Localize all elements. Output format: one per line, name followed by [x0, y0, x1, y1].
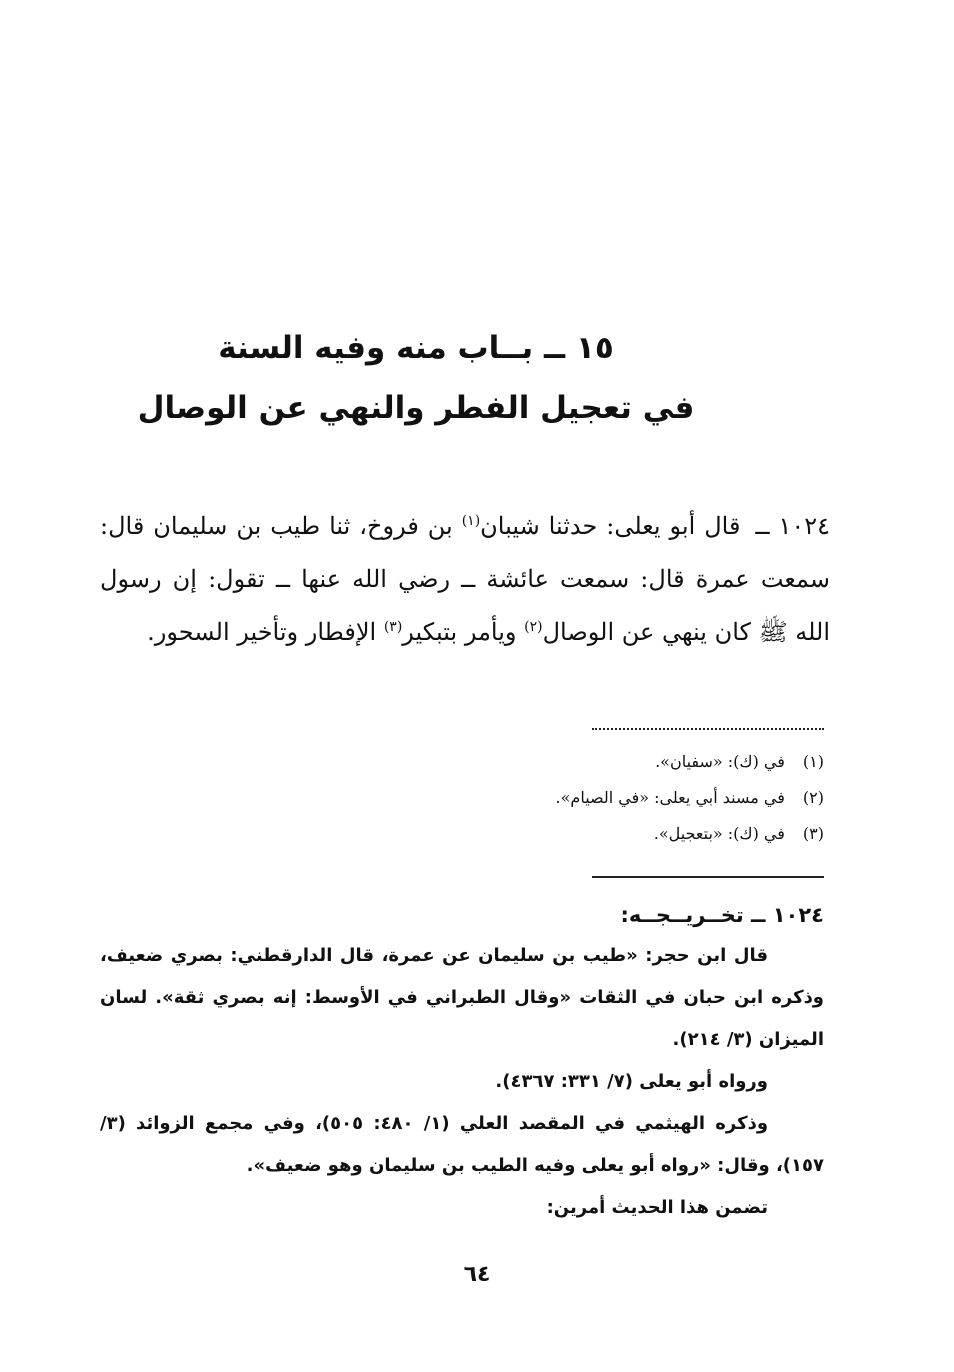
footnote-ref-3: (٣): [383, 619, 403, 635]
footnote-number: (٣): [802, 824, 824, 843]
footnote-number: (٢): [802, 788, 824, 807]
footnote-item: [324, 780, 824, 816]
chapter-title-line-1: ١٥ ــ بــاب منه وفيه السنة: [218, 330, 614, 366]
hadith-text-part-3: ويأمر بتبكير: [402, 618, 525, 646]
hadith-text-part-1: قال أبو يعلى: حدثنا شيبان: [480, 512, 741, 540]
footnote-item: [324, 744, 824, 780]
footnote-number: (١): [802, 752, 824, 771]
takhrij-separator: [592, 876, 824, 878]
takhrij-paragraph-3: وذكره الهيثمي في المقصد العلي (١/ ٤٨٠: ٥٠٥)، وفي مجمع الزوائد (٣/ ١٥٧)، وقال: «رواه أبو يعلى وفيه الطيب بن سليمان وهو ضعيف».: [100, 1113, 824, 1176]
hadith-number: ١٠٢٤ ــ: [755, 512, 830, 540]
footnote-ref-1: (١): [461, 513, 481, 529]
takhrij-section: [100, 895, 824, 1229]
chapter-title: [100, 318, 732, 438]
page-number: ٦٤: [463, 1262, 491, 1287]
takhrij-paragraph-2: ورواه أبو يعلى (٧/ ٣٣١: ٤٣٦٧).: [495, 1071, 768, 1092]
footnote-ref-2: (٢): [524, 619, 543, 635]
hadith-text: [100, 500, 830, 659]
takhrij-paragraph-4: تضمن هذا الحديث أمرين:: [546, 1197, 768, 1218]
takhrij-paragraph-1: قال ابن حجر: «طيب بن سليمان عن عمرة، قال الدارقطني: بصري ضعيف، وذكره ابن حبان في الثقات «وقال الطبراني في الأوسط: إنه بصري ثقة». لسان الميزان (٣/ ٢١٤).: [100, 945, 824, 1050]
footnotes: [324, 744, 824, 852]
footnote-text: في (ك): «سفيان».: [655, 752, 785, 771]
hadith-text-part-4: الإفطار وتأخير السحور.: [147, 618, 384, 646]
footnote-text: في مسند أبي يعلى: «في الصيام».: [555, 788, 785, 807]
chapter-title-line-2: في تعجيل الفطر والنهي عن الوصال: [137, 390, 695, 426]
hadith-text-part-2: بن فروخ، ثنا طيب بن سليمان قال: سمعت عمرة قال: سمعت عائشة ــ رضي الله عنها ــ تقول: إن رسول الله ﷺ كان ينهي عن الوصال: [100, 512, 830, 646]
footnote-text: في (ك): «بتعجيل».: [653, 824, 785, 843]
footnote-separator: [592, 728, 824, 730]
takhrij-heading: ١٠٢٤ ــ تخــريــجــه:: [620, 903, 824, 927]
footnote-item: [324, 816, 824, 852]
